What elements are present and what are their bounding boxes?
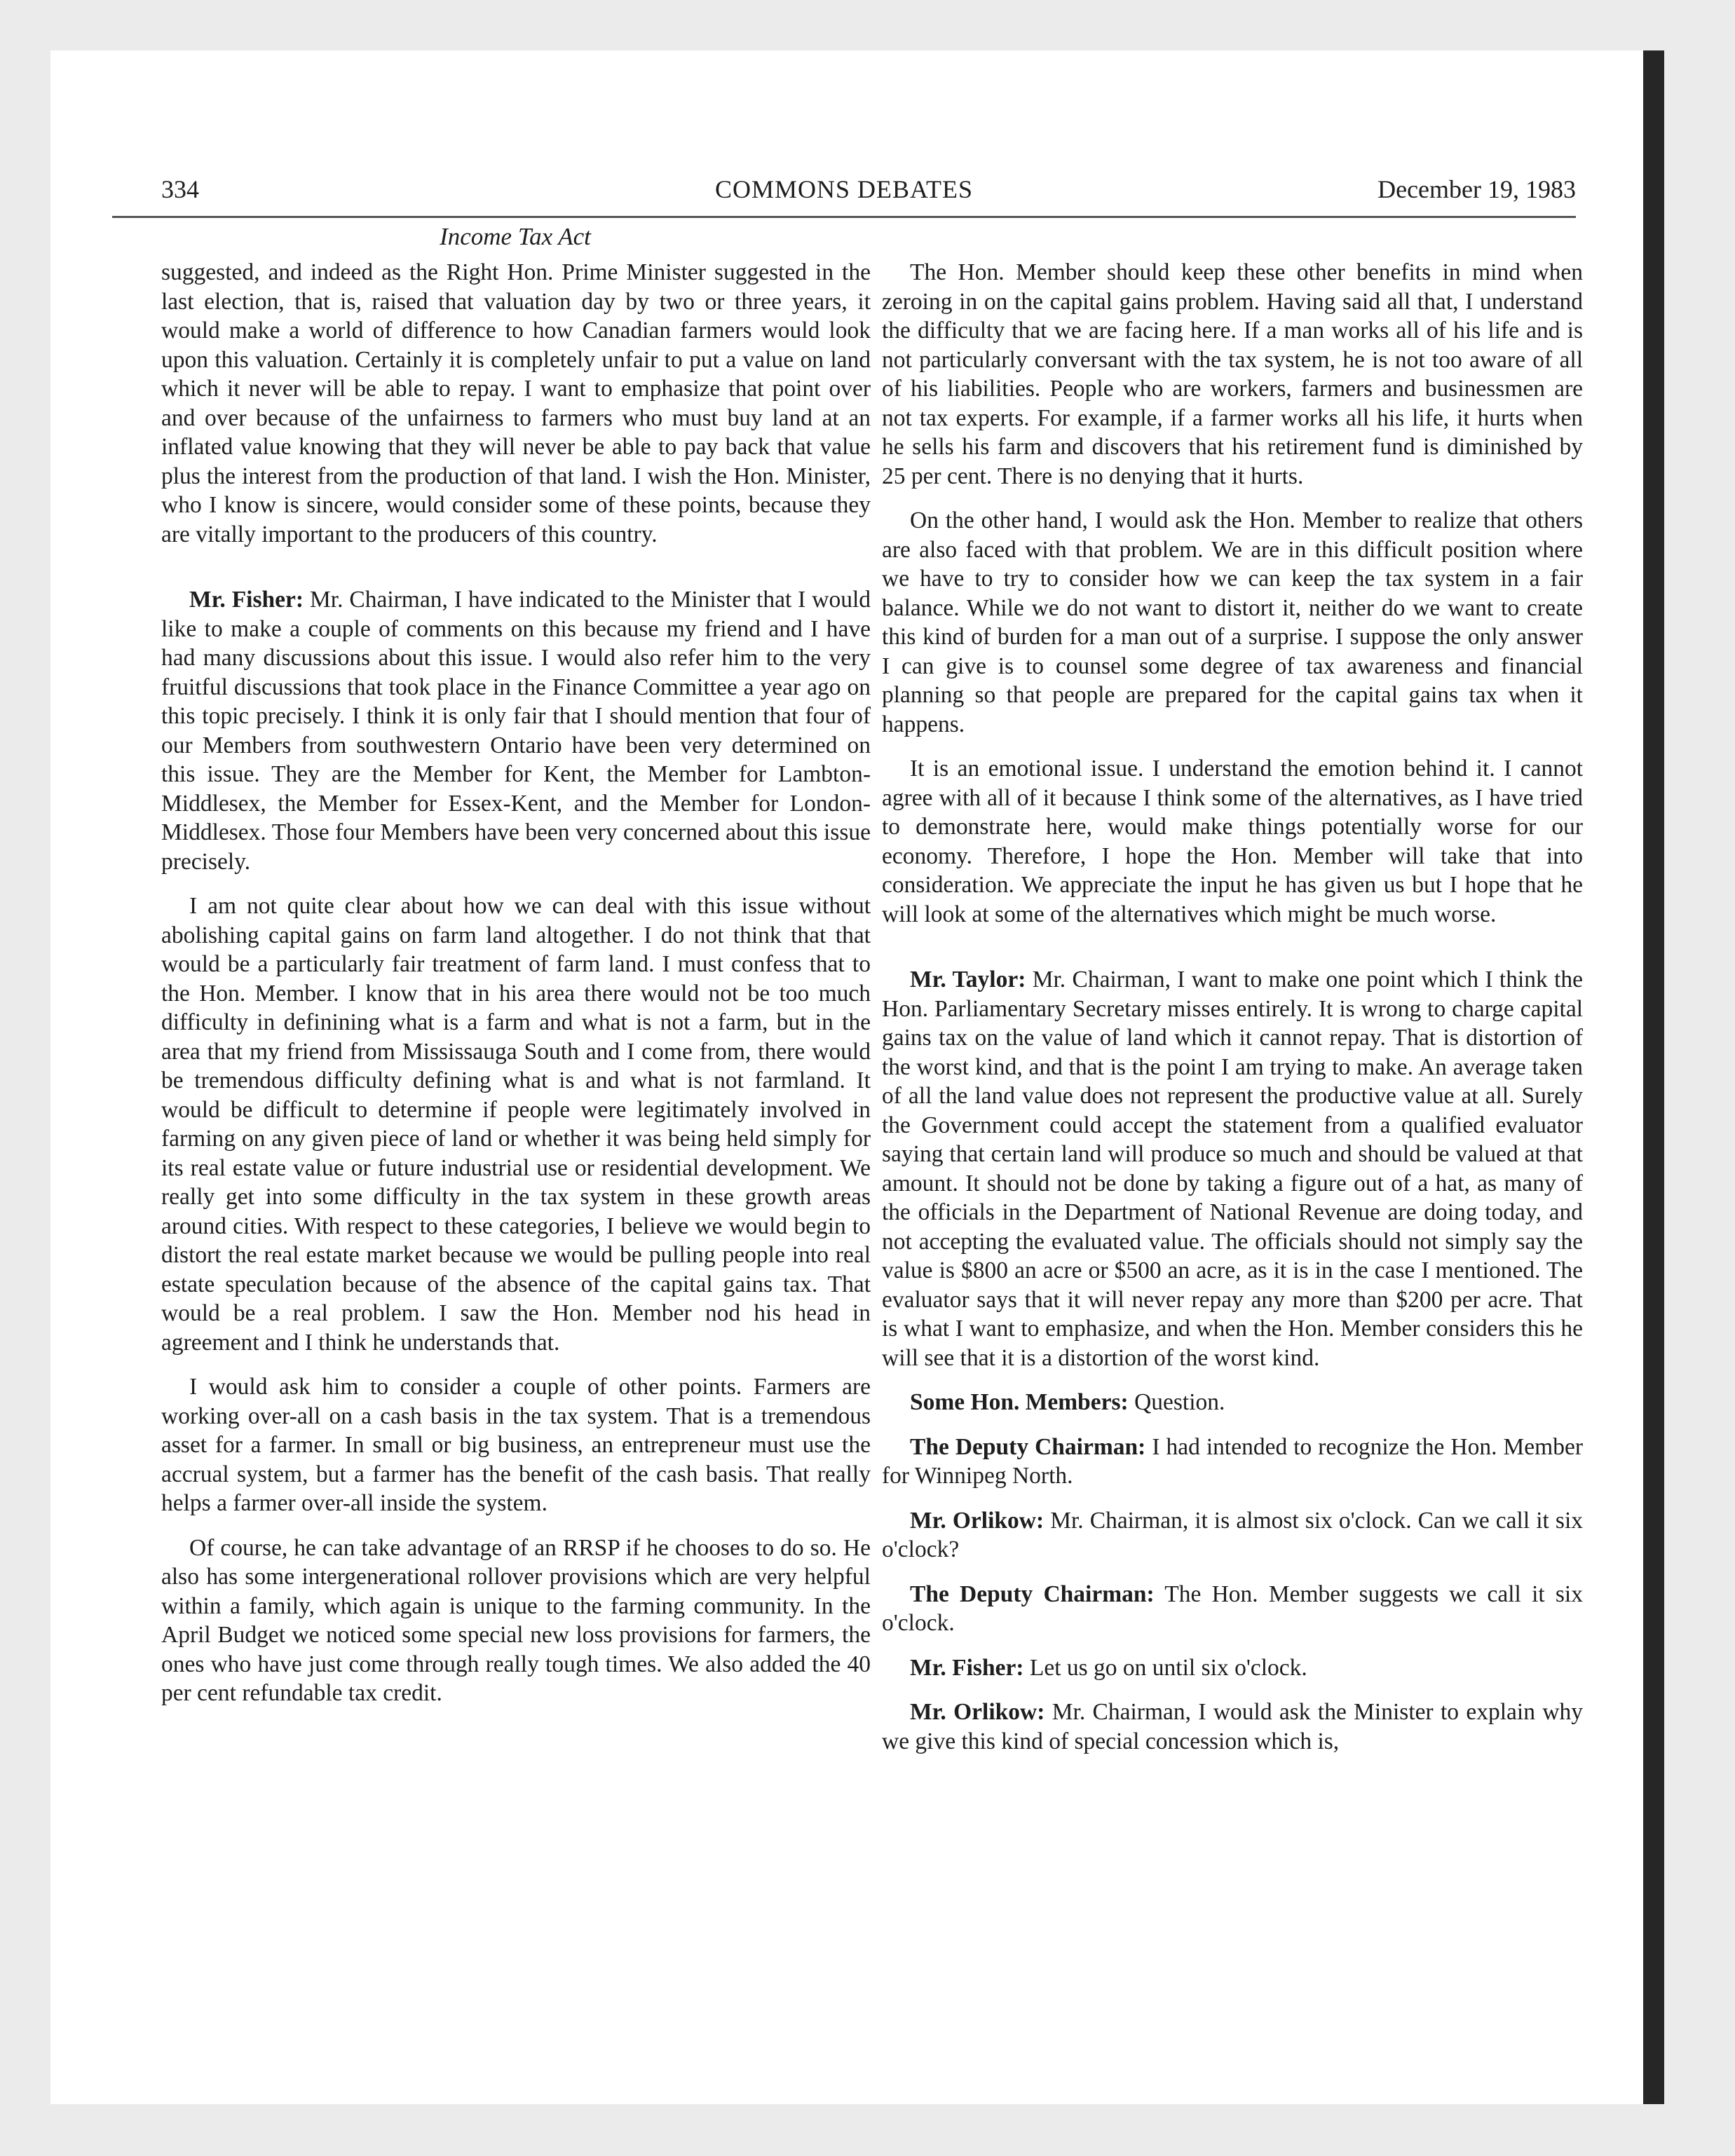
- paragraph: The Deputy Chairman: I had intended to recognize the Hon. Member for Winnipeg North.: [882, 1433, 1583, 1489]
- speaker-name: Mr. Fisher:: [910, 1654, 1024, 1681]
- right-column: [882, 258, 1583, 1771]
- paragraph: On the other hand, I would ask the Hon. Member to realize that others are also faced with that problem. We are in this difficult position where we have to try to consider how we can keep the tax system in a fair balance. While we do not want to distort it, neither do we want to create this kind of burden for a man out of a surprise. I suppose the only answer I can give is to counsel some degree of tax awareness and financial planning so that people are prepared for the capital gains tax when it happens.: [882, 507, 1583, 737]
- paragraph: Mr. Fisher: Let us go on until six o'clock.: [910, 1654, 1307, 1681]
- paragraph: Mr. Fisher: Mr. Chairman, I have indicated to the Minister that I would like to make a couple of comments on this because my friend and I have had many discussions about this issue. I would also refer him to the very fruitful discussions that took place in the Finance Committee a year ago on this topic precisely. I think it is only fair that I should mention that four of our Members from southwestern Ontario have been very determined on this issue. They are the Member for Kent, the Member for Lambton-Middlesex, the Member for Essex-Kent, and the Member for London-Middlesex. Those four Members have been very concerned about this issue precisely.: [161, 587, 871, 875]
- page-number: 334: [161, 175, 199, 203]
- paragraph: suggested, and indeed as the Right Hon. Prime Minister suggested in the last election, that is, raised that valuation day by two or three years, it would make a world of difference to how Canadian farmers would look upon this valuation. Certainly it is completely unfair to put a value on land which it never will be able to repay. I want to emphasize that point over and over because of the unfairness to farmers who must buy land at an inflated value knowing that they will never be able to pay back that value plus the interest from the production of that land. I wish the Hon. Minister, who I know is sincere, would consider some of these points, because they are vitally important to the producers of this country.: [161, 259, 871, 547]
- paragraph: Mr. Taylor: Mr. Chairman, I want to make one point which I think the Hon. Parliamentary Secretary misses entirely. It is wrong to charge capital gains tax on the value of land which it cannot repay. That is distortion of the worst kind, and that is the point I am trying to make. An average taken of all the land value does not represent the productive value at all. Surely the Government could accept the statement from a qualified evaluator saying that certain land will produce so much and should be valued at that amount. It should not be done by taking a figure out of a hat, as many of the officials in the Department of National Revenue are doing today, and not accepting the evaluated value. The officials should not simply say the value is $800 an acre or $500 an acre, as it is in the case I mentioned. The evaluator says that it will never repay any more than $200 per acre. That is what I want to emphasize, and when the Hon. Member considers this he will see that it is a distortion of the worst kind.: [882, 967, 1584, 1371]
- page-header: [112, 174, 1576, 218]
- speaker-name: Mr. Taylor:: [910, 967, 1026, 992]
- paragraph: Mr. Orlikow: Mr. Chairman, I would ask the Minister to explain why we give this kind of special concession which is,: [882, 1699, 1584, 1754]
- left-column: [161, 258, 871, 1724]
- speaker-name: Mr. Fisher:: [189, 587, 304, 613]
- speaker-name: Mr. Orlikow:: [910, 1699, 1045, 1725]
- paragraph: Some Hon. Members: Question.: [910, 1389, 1225, 1415]
- scan-edge-bar: [1643, 50, 1664, 2104]
- section-subheading: Income Tax Act: [440, 223, 591, 250]
- paragraph: The Hon. Member should keep these other benefits in mind when zeroing in on the capital gains problem. Having said all that, I understand the difficulty that we are facing here. If a man works all of his life and is not particularly conversant with the tax system, he is not too aware of all of his liabilities. People who are workers, farmers and businessmen are not tax experts. For example, if a farmer works all his life, it hurts when he sells his farm and discovers that his retirement fund is diminished by 25 per cent. There is no denying that it hurts.: [882, 259, 1583, 489]
- paragraph: I would ask him to consider a couple of other points. Farmers are working over-all on a cash basis in the tax system. That is a tremendous asset for a farmer. In small or big business, an entrepreneur must use the accrual system, but a farmer has the benefit of the cash basis. That really helps a farmer over-all inside the system.: [161, 1374, 871, 1516]
- speaker-name: The Deputy Chairman:: [910, 1433, 1146, 1460]
- paragraph: Of course, he can take advantage of an RRSP if he chooses to do so. He also has some intergenerational rollover provisions which are very helpful within a family, which again is unique to the farming community. In the April Budget we noticed some special new loss provisions for farmers, the ones who have just come through really tough times. We also added the 40 per cent refundable tax credit.: [161, 1534, 871, 1706]
- speaker-name: Mr. Orlikow:: [910, 1507, 1045, 1534]
- paragraph: The Deputy Chairman: The Hon. Member suggests we call it six o'clock.: [882, 1581, 1583, 1636]
- publication-title: COMMONS DEBATES: [714, 175, 974, 203]
- paragraph: I am not quite clear about how we can deal with this issue without abolishing capital gains on farm land altogether. I do not think that that would be a particularly fair treatment of farm land. I must confess that to the Hon. Member. I know that in his area there would not be too much difficulty in definining what is a farm and what is not a farm, but in the area that my friend from Mississauga South and I come from, there would be tremendous difficulty defining what is and what is not farmland. It would be difficult to determine if people were legitimately involved in farming on any given piece of land or whether it was being held simply for its real estate value or future industrial use or residential development. We really get into some difficulty in the tax system in these growth areas around cities. With respect to these categories, I believe we would begin to distort the real estate market because we would be pulling people into real estate speculation because of the absence of the capital gains tax. That would be a real problem. I saw the Hon. Member nod his head in agreement and I think he understands that.: [161, 893, 871, 1356]
- speaker-name: The Deputy Chairman:: [910, 1581, 1155, 1607]
- publication-date: December 19, 1983: [1377, 175, 1576, 203]
- paragraph: Mr. Orlikow: Mr. Chairman, it is almost six o'clock. Can we call it six o'clock?: [882, 1507, 1583, 1562]
- paragraph: It is an emotional issue. I understand the emotion behind it. I cannot agree with all of it because I think some of the alternatives, as I have tried to demonstrate here, would make things potentially worse for our economy. Therefore, I hope the Hon. Member will take that into consideration. We appreciate the input he has given us but I hope that he will look at some of the alternatives which might be much worse.: [882, 756, 1583, 927]
- speaker-name: Some Hon. Members:: [910, 1389, 1129, 1415]
